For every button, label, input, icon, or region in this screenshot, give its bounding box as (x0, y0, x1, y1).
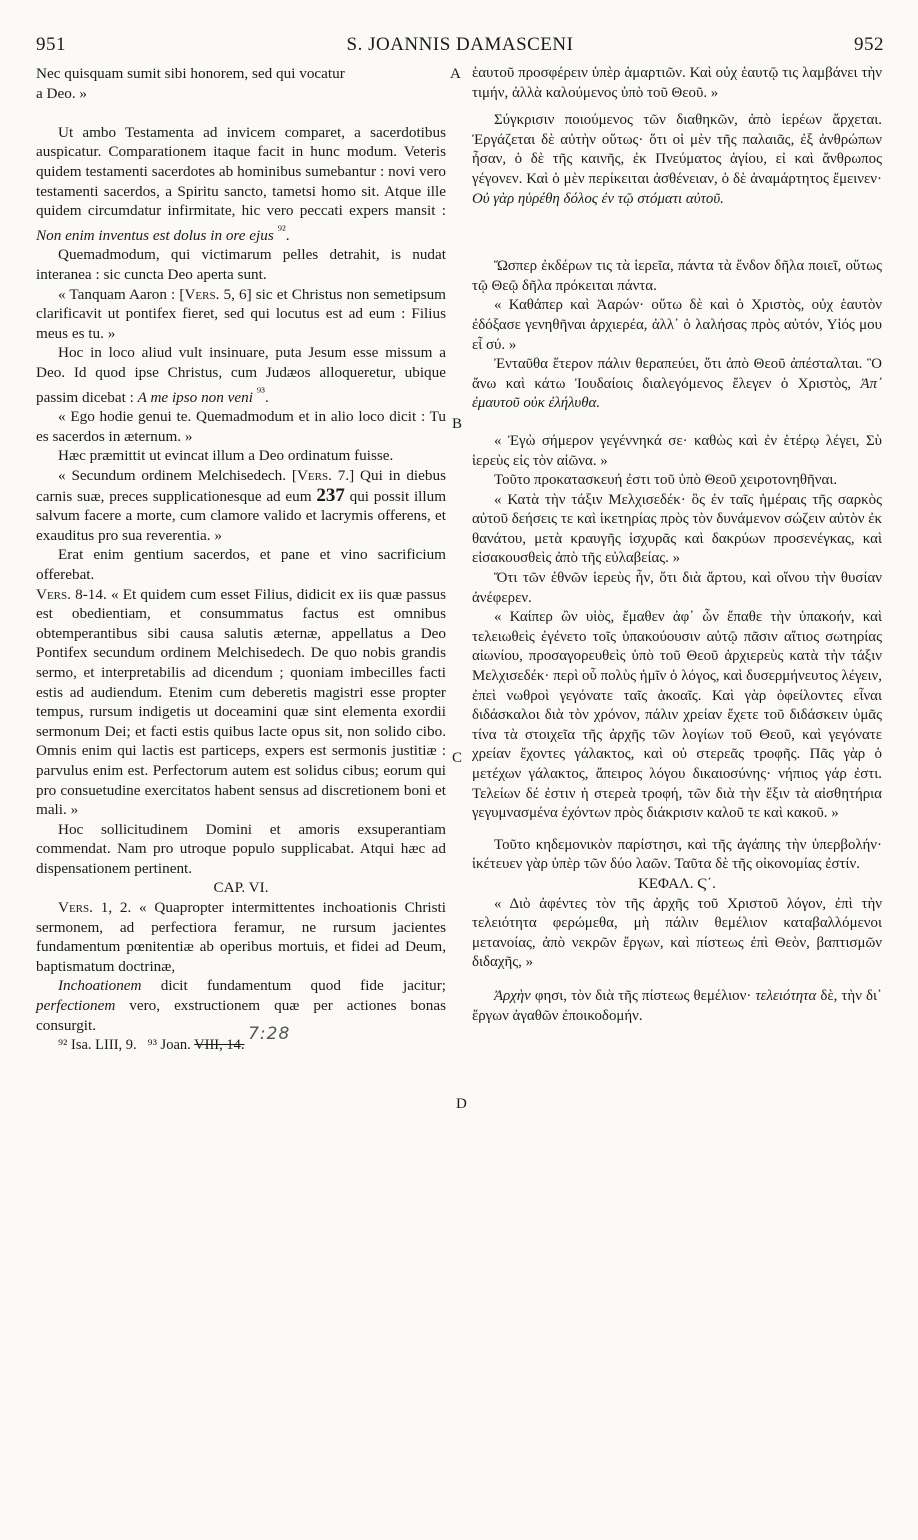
greek-para: Ἐνταῦθα ἕτερον πάλιν θεραπεύει, ὅτι ἀπὸ Θεοῦ ἀπέσταλται. Ὃ ἄνω καὶ κάτω Ἰουδαίοις διαλεγόμενος ἔλεγεν ὁ Χριστὸς, Ἀπ᾽ ἐμαυτοῦ οὐκ ἐλήλυθα. (472, 356, 882, 412)
greek-para: « Καίπερ ὢν υἱὸς, ἔμαθεν ἀφ᾽ ὧν ἔπαθε τὴν ὑπακοήν, καὶ τελειωθεὶς ἐγένετο τοῖς ὑπακούουσιν αὐτῷ πᾶσιν αἴτιος σωτηρίας αἰωνίου, προσαγορευθεὶς ὑπὸ τοῦ Θεοῦ ἀρχιερεὺς κατὰ τὴν τάξιν Μελχισεδέκ· περὶ οὗ πολὺς ἡμῖν ὁ λόγος, καὶ δυσερμήνευτος λέγειν, ἐπεὶ νωθροὶ γεγόνατε ταῖς ἀκοαῖς. Καὶ γὰρ ὀφείλοντες εἶναι διδάσκαλοι διὰ τὸν χρόνον, πάλιν χρείαν ἔχετε τοῦ διδάσκειν ὑμᾶς τίνα τὰ στοιχεῖα τῆς ἀρχῆς τῶν λογίων τοῦ Θεοῦ, καὶ γεγόνατε χρείαν ἔχοντες γάλακτος, καὶ οὐ στερεᾶς τροφῆς. Πᾶς γὰρ ὁ μετέχων γάλακτος, ἄπειρος λόγου δικαιοσύνης· νήπιος γάρ ἐστι. Τελείων δέ ἐστιν ἡ στερεὰ τροφή, τῶν διὰ τὴν ἕξιν τὰ αἰσθητήρια γεγυμνασμένα ἐχόντων πρὸς διάκρισιν καλοῦ τε καὶ κακοῦ. » (472, 609, 882, 822)
latin-para: Ut ambo Testamenta ad invicem comparet, a sacerdotibus auspicatur. Comparationem itaque facit in hunc modum. Veteris quidem testamenti sacerdotes ab hominibus sumebantur : novi vero testamenti sacerdos, a Spiritu sancto, tametsi homo sit. Atque ille quidem circumdatur infirmitate, hic vero peccati expers mansit : Non enim inventus est dolus in ore ejus $^{^{92}}$. (36, 123, 446, 244)
page-header (36, 34, 884, 62)
greek-para: Τοῦτο προκατασκευή ἐστι τοῦ ὑπὸ Θεοῦ χειροτονηθῆναι. (494, 472, 838, 489)
chapter-heading-greek: ΚΕΦΑΛ. Ϛ΄. (638, 875, 716, 892)
latin-para: Quemadmodum, qui victimarum pelles detrahit, is nudat interanea : sic cuncta Deo aperta sunt. (36, 246, 446, 283)
greek-para: Τοῦτο κηδεμονικὸν παρίστησι, καὶ τῆς ἀγάπης τὴν ὑπερβολήν· ἱκέτευεν γὰρ ὑπὲρ τῶν δύο λαῶν. Ταῦτα δὲ τῆς οἰκονομίας ἐστίν. (472, 836, 882, 873)
latin-para: Vers. 8-14. « Et quidem cum esset Filius, didicit ex iis quæ passus est obedientiam, et consummatus factus est omnibus obtemperantibus sibi causa salutis æternæ, appellatus a Deo Pontifex secundum ordinem Melchisedech. De quo nobis grandis sermo, et interpretabilis ad dicendum ; quoniam imbecilles facti estis ad audiendum. Etenim cum deberetis magistri esse propter tempus, rursum indigetis ut doceamini quæ sint elementa exordii sermonum Dei; et facti estis quibus lacte opus sit, non solido cibo. Omnis enim qui lactis est particeps, expers est sermonis justitiæ : parvulus enim est. Perfectorum autem est solidus cibus; eorum qui pro consuetudine exercitatos habent sensus ad discretionem boni et mali. » (36, 585, 446, 819)
margin-letter-d: D (456, 1096, 467, 1112)
running-title: S. JOANNIS DAMASCENI (346, 34, 574, 55)
latin-para: Hæc præmittit ut evincat illum a Deo ordinatum fuisse. (58, 447, 394, 465)
latin-para: Inchoationem dicit fundamentum quod fide jacitur; perfectionem vero, exstructionem quæ per actiones bonas consurgit. (36, 977, 446, 1034)
greek-para: « Καθάπερ καὶ Ἀαρών· οὕτω δὲ καὶ ὁ Χριστὸς, οὐχ ἑαυτὸν ἐδόξασε γενηθῆναι ἀρχιερέα, ἀλλ᾽ ὁ λαλήσας πρὸς αὐτόν, Υἱός μου εἶ σύ. » (472, 297, 882, 353)
greek-para: « Διὸ ἀφέντες τὸν τῆς ἀρχῆς τοῦ Χριστοῦ λόγον, ἐπὶ τὴν τελειότητα φερώμεθα, μὴ πάλιν θεμέλιον καταβαλλόμενοι μετανοίας, ἀπὸ νεκρῶν ἔργων, καὶ πίστεως ἐπὶ Θεὸν, βαπτισμῶν διδαχῆς, » (472, 895, 882, 971)
footnotes: ⁹² Isa. LIII, 9. ⁹³ Joan. VIII, 14. 7:28 (58, 1024, 291, 1054)
page-number-left: 951 (36, 34, 66, 55)
original-page-number: 237 (316, 484, 345, 506)
chapter-heading-latin: CAP. VI. (213, 879, 269, 897)
latin-para: Erat enim gentium sacerdos, et pane et vino sacrificium offerebat. (36, 546, 446, 583)
pencil-annotation: 7:28 (248, 1024, 291, 1045)
greek-para: Ὅτι τῶν ἐθνῶν ἱερεὺς ἦν, ὅτι διὰ ἄρτου, καὶ οἴνου τὴν θυσίαν ἀνέφερεν. (472, 570, 882, 606)
greek-column (472, 64, 882, 1026)
latin-para: « Ego hodie genui te. Quemadmodum et in alio loco dicit : Tu es sacerdos in æternum. » (36, 408, 446, 445)
margin-letter-a: A (450, 66, 461, 82)
greek-para: « Κατὰ τὴν τάξιν Μελχισεδέκ· ὃς ἐν ταῖς ἡμέραις τῆς σαρκὸς αὐτοῦ δεήσεις τε καὶ ἱκετηρίας πρὸς τὸν δυνάμενον σώζειν αὐτὸν ἐκ θανάτου, μετὰ κραυγῆς ἰσχυρᾶς καὶ δακρύων προσενέγκας, καὶ εἰσακουσθεὶς ἀπὸ τῆς εὐλαβείας. » (472, 491, 882, 567)
margin-letter-c: C (452, 750, 463, 766)
latin-para: « Secundum ordinem Melchisedech. [Vers. 7.] Qui in diebus carnis suæ, preces supplicationesque ad eum 237 qui possit illum salvum facere a morte, cum clamore valido et lacrymis offerens, et exauditus pro sua reverentia. » (36, 467, 447, 544)
latin-para: Vers. 1, 2. « Quapropter intermittentes inchoationis Christi sermonem, ad perfectiora feramur, ne rursum jacientes fundamentum pœnitentiæ ab operibus mortuis, et fidei ad Deum, baptismatum doctrinæ, (36, 899, 446, 975)
latin-para: Hoc sollicitudinem Domini et amoris exsuperantiam commendat. Nam pro utroque populo supplicabat. Atqui hæc ad dispensationem pertinent. (36, 820, 446, 877)
latin-para: Hoc in loco aliud vult insinuare, puta Jesum esse missum a Deo. Id quod ipse Christus, cum Judæos alloqueretur, ubique passim dicebat : A me ipso non veni $^{^{93}}$. (36, 344, 446, 406)
greek-para: « Ἐγὼ σήμερον γεγέννηκά σε· καθὼς καὶ ἐν ἑτέρῳ λέγει, Σὺ ἱερεὺς εἰς τὸν αἰῶνα. » (472, 432, 882, 469)
greek-para: Ἀρχὴν φησι, τὸν διὰ τῆς πίστεως θεμέλιον· τελειότητα δὲ, τὴν δι᾽ ἔργων ἀγαθῶν ἐποικοδομήν. (472, 987, 882, 1024)
margin-letter-b: B (452, 416, 463, 432)
page-number-right: 952 (854, 34, 884, 55)
greek-para: Ὥσπερ ἐκδέρων τις τὰ ἱερεῖα, πάντα τὰ ἔνδον δῆλα ποιεῖ, οὕτως τῷ Θεῷ δῆλα πρόκειται πάντα. (472, 258, 882, 294)
latin-para: « Tanquam Aaron : [Vers. 5, 6] sic et Christus non semetipsum clarificavit ut pontifex fieret, sed qui locutus est ad eum : Filius meus es tu. » (36, 285, 446, 342)
latin-column (36, 64, 446, 1056)
greek-para: ἑαυτοῦ προσφέρειν ὑπὲρ ἁμαρτιῶν. Καὶ οὐχ ἑαυτῷ τις λαμβάνει τὴν τιμήν, ἀλλὰ καλούμενος ὑπὸ τοῦ Θεοῦ. » (472, 65, 882, 101)
latin-para: Nec quisquam sumit sibi honorem, sed qui vocatur a Deo. » (36, 65, 345, 102)
greek-para: Σύγκρισιν ποιούμενος τῶν διαθηκῶν, ἀπὸ ἱερέων ἄρχεται. Ἐργάζεται δὲ αὐτὴν οὕτως· ὅτι οἱ μὲν τῆς παλαιᾶς, ἐξ ἀνθρώπων ἦσαν, ὁ δὲ τῆς καινῆς, ἐκ Πνεύματος ἁγίου, εἰ καὶ ἄνθρωπος γέγονεν. Καὶ ὁ μὲν περίκειται ἀσθένειαν, ὁ δὲ ἀναμάρτητος ἔμεινεν· Οὐ γὰρ ηὑρέθη δόλος ἐν τῷ στόματι αὐτοῦ. (472, 112, 882, 207)
